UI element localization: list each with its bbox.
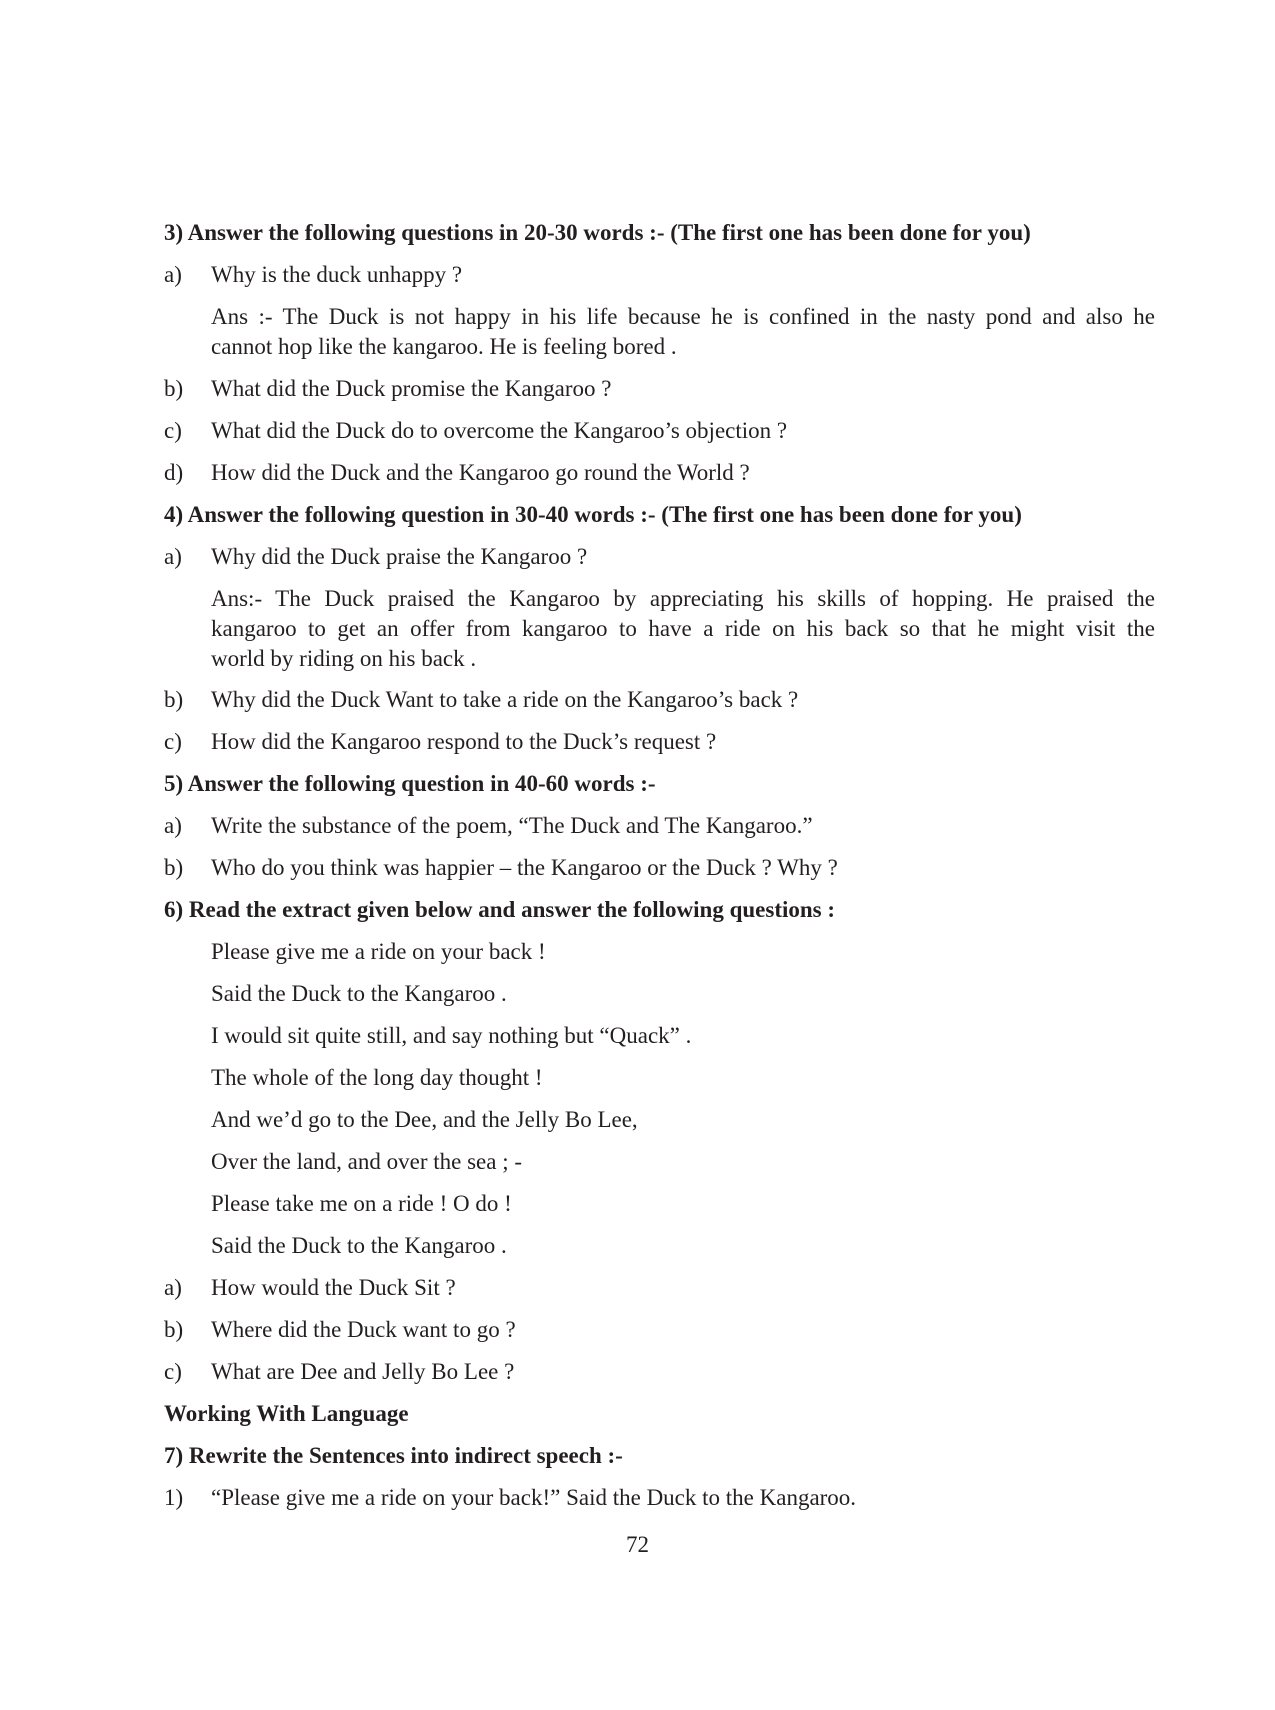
q4-item-b-text: Why did the Duck Want to take a ride on the Kangaroo’s back ? bbox=[211, 687, 799, 712]
q3-heading: 3) Answer the following questions in 20-30 words :- (The first one has been done for you) bbox=[164, 220, 1031, 245]
q7-item-1-marker: 1) bbox=[164, 1485, 184, 1510]
poem-line-5: And we’d go to the Dee, and the Jelly Bo Lee, bbox=[211, 1107, 638, 1132]
q3-answer-line-1: Ans :- The Duck is not happy in his life because he is confined in the nasty pond and also he bbox=[211, 304, 1155, 329]
q3-item-b-text: What did the Duck promise the Kangaroo ? bbox=[211, 376, 612, 401]
q4-answer-line-1: Ans:- The Duck praised the Kangaroo by appreciating his skills of hopping. He praised the bbox=[211, 586, 1155, 611]
q4-item-b-marker: b) bbox=[164, 687, 184, 712]
q6-item-c-text: What are Dee and Jelly Bo Lee ? bbox=[211, 1359, 515, 1384]
q6-item-b-text: Where did the Duck want to go ? bbox=[211, 1317, 516, 1342]
poem-line-6: Over the land, and over the sea ; - bbox=[211, 1149, 523, 1174]
q3-answer-line-2: cannot hop like the kangaroo. He is feeling bored . bbox=[211, 334, 677, 359]
q3-item-d-marker: d) bbox=[164, 460, 184, 485]
q7-item-1-text: “Please give me a ride on your back!” Said the Duck to the Kangaroo. bbox=[211, 1485, 857, 1510]
q3-item-a-marker: a) bbox=[164, 262, 182, 287]
q5-item-a-text: Write the substance of the poem, “The Duck and The Kangaroo.” bbox=[211, 813, 813, 838]
q3-item-b-marker: b) bbox=[164, 376, 184, 401]
poem-line-4: The whole of the long day thought ! bbox=[211, 1065, 543, 1090]
page-number: 72 bbox=[626, 1532, 649, 1557]
q4-answer-line-2: kangaroo to get an offer from kangaroo to have a ride on his back so that he might visit the bbox=[211, 616, 1155, 641]
q5-heading: 5) Answer the following question in 40-60 words :- bbox=[164, 771, 656, 796]
q6-item-a-text: How would the Duck Sit ? bbox=[211, 1275, 456, 1300]
poem-line-7: Please take me on a ride ! O do ! bbox=[211, 1191, 512, 1216]
poem-line-3: I would sit quite still, and say nothing but “Quack” . bbox=[211, 1023, 692, 1048]
q5-item-b-marker: b) bbox=[164, 855, 184, 880]
section-heading: Working With Language bbox=[164, 1401, 409, 1426]
q5-item-a-marker: a) bbox=[164, 813, 182, 838]
q5-item-b-text: Who do you think was happier – the Kangaroo or the Duck ? Why ? bbox=[211, 855, 838, 880]
q4-item-c-text: How did the Kangaroo respond to the Duck’s request ? bbox=[211, 729, 717, 754]
q6-heading: 6) Read the extract given below and answer the following questions : bbox=[164, 897, 836, 922]
poem-line-8: Said the Duck to the Kangaroo . bbox=[211, 1233, 507, 1258]
q7-heading: 7) Rewrite the Sentences into indirect speech :- bbox=[164, 1443, 623, 1468]
q3-item-d-text: How did the Duck and the Kangaroo go round the World ? bbox=[211, 460, 750, 485]
q4-answer-line-3: world by riding on his back . bbox=[211, 646, 477, 671]
poem-line-1: Please give me a ride on your back ! bbox=[211, 939, 546, 964]
q3-item-c-text: What did the Duck do to overcome the Kangaroo’s objection ? bbox=[211, 418, 788, 443]
poem-line-2: Said the Duck to the Kangaroo . bbox=[211, 981, 507, 1006]
q4-item-a-marker: a) bbox=[164, 544, 182, 569]
q3-answer bbox=[211, 302, 1155, 362]
q3-item-c-marker: c) bbox=[164, 418, 182, 443]
q4-item-c-marker: c) bbox=[164, 729, 182, 754]
q4-item-a-text: Why did the Duck praise the Kangaroo ? bbox=[211, 544, 588, 569]
q6-item-b-marker: b) bbox=[164, 1317, 184, 1342]
q4-heading: 4) Answer the following question in 30-40 words :- (The first one has been done for you) bbox=[164, 502, 1022, 527]
q6-item-c-marker: c) bbox=[164, 1359, 182, 1384]
q6-item-a-marker: a) bbox=[164, 1275, 182, 1300]
q4-answer bbox=[211, 584, 1155, 674]
q3-item-a-text: Why is the duck unhappy ? bbox=[211, 262, 463, 287]
